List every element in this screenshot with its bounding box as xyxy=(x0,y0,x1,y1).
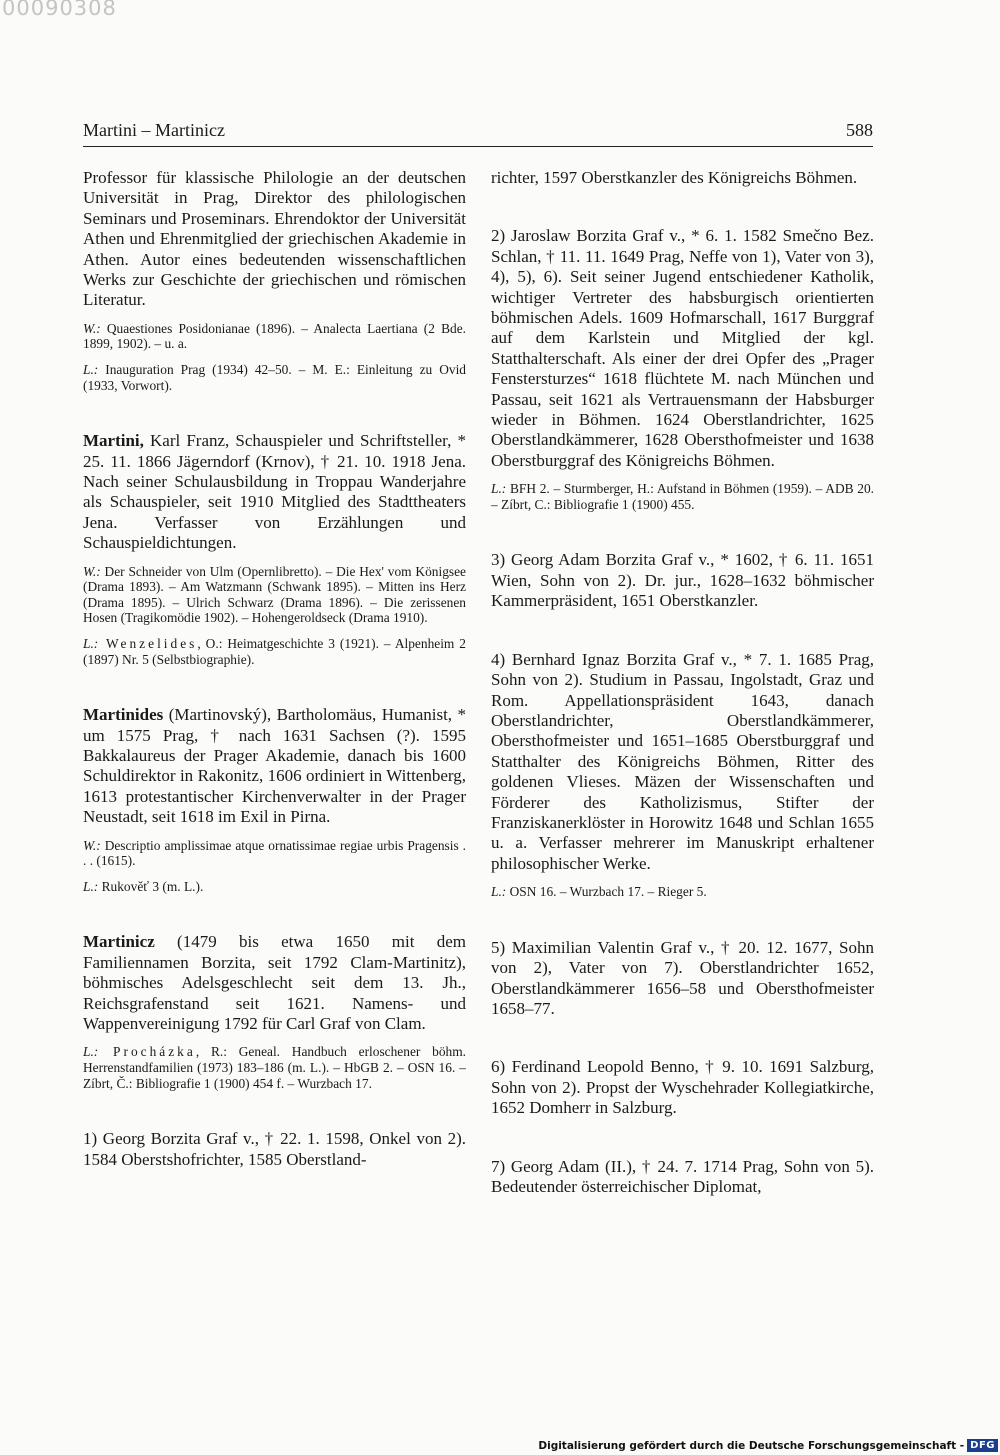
sub-entry-5: 5) Maximilian Valentin Graf v., † 20. 12. 1677, Sohn von 2), Vater von 7). Oberstlandrichter 1652, Oberstlandkämmerer 1656–58 und Obersthofmeister 1658–77. xyxy=(491,937,874,1018)
literature-reference: L.: Procházka, R.: Geneal. Handbuch erloschener böhm. Herrenstandfamilien (1973) 183–186 (m. L.). – HbGB 2. – OSN 16. – Zíbrt, Č.: Bibliografie 1 (1900) 454 f. – Wurzbach 17. xyxy=(83,1044,466,1091)
right-column xyxy=(491,168,874,1197)
works-reference: W.: Der Schneider von Ulm (Opernlibretto). – Die Hex' vom Königsee (Drama 1893). – Am Watzmann (Schwank 1895). – Mitten ins Herz (Drama 1895). – Ulrich Schwarz (Drama 1896). – Die zerissenen Hosen (Tragikomödie 1902). – Hohengeroldseck (Drama 1910). xyxy=(83,563,466,626)
scan-identifier: 00090308 xyxy=(2,0,117,20)
funding-note: Digitalisierung gefördert durch die Deutsche Forschungsgemeinschaft - xyxy=(538,1439,965,1452)
sub-entry-6: 6) Ferdinand Leopold Benno, † 9. 10. 1691 Salzburg, Sohn von 2). Propst der Wyschehrader Kollegiatkirche, 1652 Domherr in Salzburg. xyxy=(491,1057,874,1118)
left-column xyxy=(83,168,466,1170)
sub-entry-2: 2) Jaroslaw Borzita Graf v., * 6. 1. 1582 Smečno Bez. Schlan, † 11. 11. 1649 Prag, Neffe von 1), Vater von 3), 4), 5), 6). Seit seiner Jugend entschiedener Katholik, wichtiger Vertreter des habsburgisch orientierten böhmischen Adels. 1609 Hofmarschall, 1617 Burggraf auf dem Karlstein und Mitglied der kgl. Statthalterschaft. Als einer der drei Opfer des „Prager Fenstersturzes“ 1618 flüchtete M. nach München und Passau, seit 1621 als Vertrauensmann der Habsburger wieder in Böhmen. 1624 Oberstlandrichter, 1625 Oberstlandkämmerer, 1628 Obersthofmeister und 1638 Oberstburggraf des Königreichs Böhmen. xyxy=(491,226,874,470)
works-reference: W.: Quaestiones Posidonianae (1896). – Analecta Laertiana (2 Bde. 1899, 1902). – u. a. xyxy=(83,320,466,352)
literature-reference: L.: Rukověť 3 (m. L.). xyxy=(83,878,204,894)
running-head xyxy=(83,116,873,147)
sub-entry-3: 3) Georg Adam Borzita Graf v., * 1602, † 6. 11. 1651 Wien, Sohn von 2). Dr. jur., 1628–1632 böhmischer Kammerpräsident, 1651 Oberstkanzler. xyxy=(491,550,874,611)
entry-lemma: Martinicz xyxy=(83,932,155,952)
literature-reference: L.: OSN 16. – Wurzbach 17. – Rieger 5. xyxy=(491,884,707,900)
works-reference: W.: Descriptio amplissimae atque ornatissimae regiae urbis Pragensis . . . (1615). xyxy=(83,837,466,869)
dfg-logo: DFG xyxy=(967,1439,998,1452)
literature-reference: L.: BFH 2. – Sturmberger, H.: Aufstand in Böhmen (1959). – ADB 20. – Zíbrt, C.: Bibliografie 1 (1900) 455. xyxy=(491,481,874,512)
entry-lemma: Martinides xyxy=(83,705,164,725)
entry-martinicz: Martinicz (1479 bis etwa 1650 mit dem Familiennamen Borzita, seit 1792 Clam-Martinitz), böhmisches Adelsgeschlecht seit dem 13. Jh., Reichsgrafenstand seit 1621. Namens- und Wappenvereinigung 1792 für Carl Graf von Clam. xyxy=(83,932,466,1034)
sub-entry-1: 1) Georg Borzita Graf v., † 22. 1. 1598, Onkel von 2). 1584 Oberstshofrichter, 1585 Oberstland- xyxy=(83,1129,466,1169)
literature-reference: L.: Wenzelides, O.: Heimatgeschichte 3 (1921). – Alpenheim 2 (1897) Nr. 5 (Selbstbiographie). xyxy=(83,636,466,667)
entry-martinides: Martinides (Martinovský), Bartholomäus, Humanist, * um 1575 Prag, † nach 1631 Sachsen (?). 1595 Bakkalaureus der Prager Akademie, danach bis 1600 Schuldirektor in Rakonitz, 1606 ordiniert in Wittenberg, 1613 protestantischer Kirchenverwalter in der Prager Neustadt, seit 1618 im Exil in Pirna. xyxy=(83,705,466,827)
continued-paragraph: richter, 1597 Oberstkanzler des Königreichs Böhmen. xyxy=(491,168,858,187)
funding-footer xyxy=(538,1439,998,1452)
continued-paragraph: Professor für klassische Philologie an der deutschen Universität in Prag, Direktor des philologischen Seminars und Proseminars. Ehrendoktor der Universität Athen und Ehrenmitglied der griechischen Akademie in Athen. Autor eines bedeutenden wissenschaftlichen Werks zur Geschichte der griechischen und römischen Literatur. xyxy=(83,168,466,310)
running-head-title: Martini – Martinicz xyxy=(83,120,225,140)
sub-entry-4: 4) Bernhard Ignaz Borzita Graf v., * 7. 1. 1685 Prag, Sohn von 2). Studium in Passau, Ingolstadt, Graz und Rom. Appellationspräsident 1643, danach Oberstlandrichter, Oberstlandkämmerer, Obersthofmeister und 1651–1685 Oberstburggraf und Statthalter des Königreichs Böhmen, Ritter des goldenen Vlieses. Mäzen der Wissenschaften und Förderer des Katholizismus, Stifter der Franziskanerklöster in Horowitz 1648 und Schlan 1655 u. a. Verfasser mehrerer im Manuskript erhaltener philosophischer Werke. xyxy=(491,649,874,873)
sub-entry-7: 7) Georg Adam (II.), † 24. 7. 1714 Prag, Sohn von 5). Bedeutender österreichischer Diplomat, xyxy=(491,1156,874,1196)
entry-martini: Martini, Karl Franz, Schauspieler und Schriftsteller, * 25. 11. 1866 Jägerndorf (Krnov), † 21. 10. 1918 Jena. Nach seiner Schulausbildung in Troppau Wanderjahre als Schauspieler, seit 1910 Mitglied des Stadttheaters Jena. Verfasser von Erzählungen und Schauspieldichtungen. xyxy=(83,431,466,553)
literature-reference: L.: Inauguration Prag (1934) 42–50. – M. E.: Einleitung zu Ovid (1933, Vorwort). xyxy=(83,362,466,393)
entry-lemma: Martini, xyxy=(83,431,144,451)
page-number: 588 xyxy=(846,120,873,140)
